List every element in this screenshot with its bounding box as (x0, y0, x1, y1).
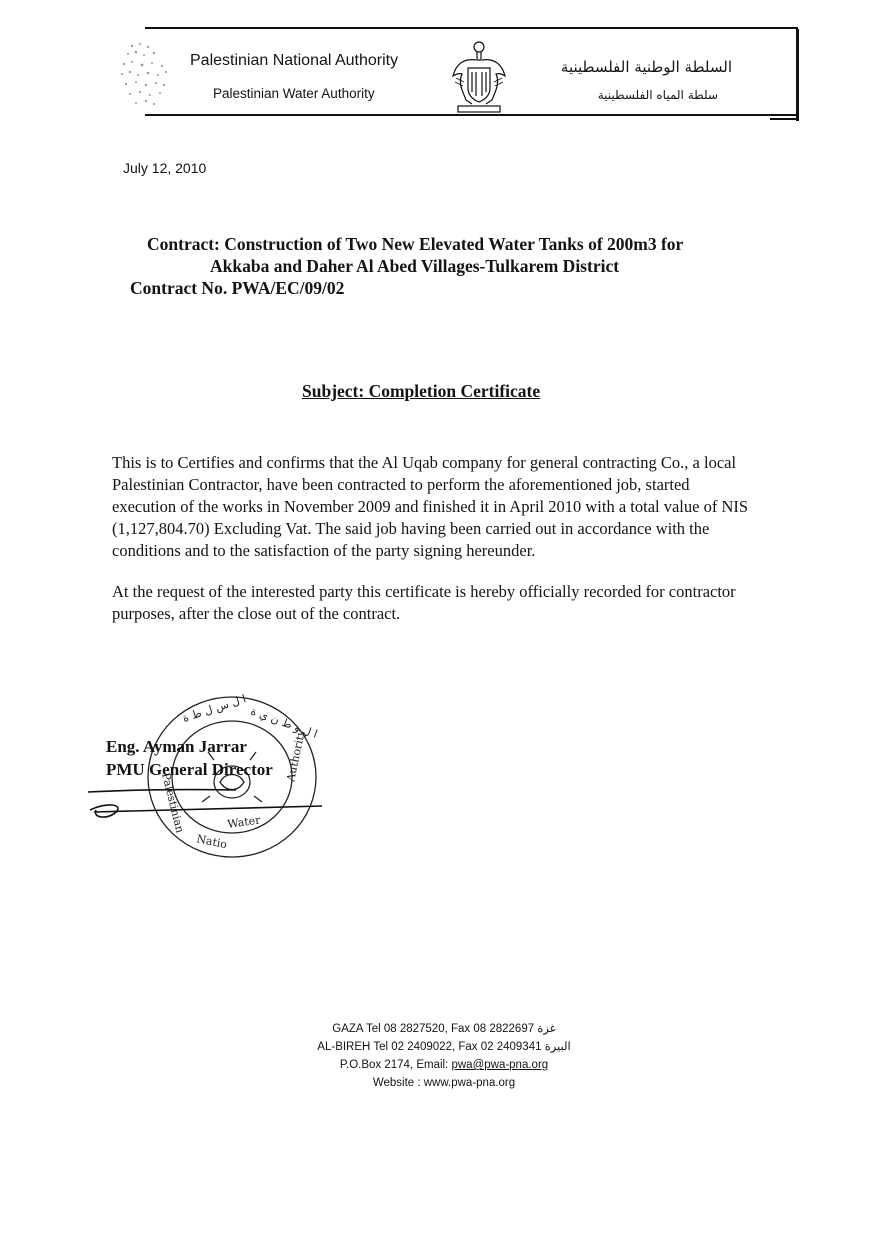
eagle-emblem-icon (450, 38, 508, 114)
footer-pobox-line (284, 1056, 604, 1074)
svg-text:Authority: Authority (284, 728, 308, 783)
svg-text:Natio: Natio (195, 832, 229, 852)
footer-gaza-contact: GAZA Tel 08 2827520, Fax 08 2822697 غزة (332, 1023, 556, 1035)
header-right-rule (796, 29, 799, 121)
letter-date: July 12, 2010 (123, 160, 207, 176)
header-top-rule (145, 27, 798, 29)
svg-text:ا ل س ل ط ة: ا ل س ل ط ة (180, 692, 248, 725)
signatory-title: PMU General Director (106, 760, 273, 779)
body-paragraph-2: At the request of the interested party this certificate is hereby officially recorded for contractor purposes, after the close out of the contract. (112, 582, 736, 623)
body-paragraph-1: This is to Certifies and confirms that the Al Uqab company for general contracting Co., a local Palestinian Contractor, have been contracted to perform the aforementioned job, started execution of the works in November 2009 and finished it in April 2010 with a total value of NIS (1,127,804.70) Excluding Vat. The said job having been carried out in accordance with the conditions and to the satisfaction of the party signing hereunder. (112, 453, 749, 560)
handwritten-signature-icon (86, 780, 326, 830)
contract-line-1: Contract: Construction of Two New Elevated Water Tanks of 200m3 for (147, 234, 684, 254)
contract-line-2: Akkaba and Daher Al Abed Villages-Tulkarem District (210, 256, 620, 276)
svg-text:Water: Water (226, 813, 262, 831)
contract-heading (130, 233, 770, 299)
footer-email-link[interactable]: pwa@pwa-pna.org (451, 1059, 549, 1071)
pwa-logo-icon (118, 38, 172, 110)
svg-text:ا ل و ط ن ي ة: ا ل و ط ن ي ة (248, 704, 320, 741)
header-corner-rule (770, 118, 798, 120)
footer-website[interactable]: Website : www.pwa-pna.org (372, 1077, 516, 1089)
footer-pobox: P.O.Box 2174, Email: (339, 1059, 452, 1071)
svg-text:Palestinian: Palestinian (159, 771, 187, 835)
letter-footer (284, 1020, 604, 1092)
header-bottom-rule (145, 114, 798, 116)
signatory-name: Eng. Ayman Jarrar (106, 737, 247, 756)
certificate-body (112, 452, 752, 644)
dept-name-arabic: سلطة المياه الفلسطينية (597, 88, 718, 102)
dept-name-english: Palestinian Water Authority (213, 86, 375, 101)
org-name-english: Palestinian National Authority (190, 52, 399, 69)
contract-number: Contract No. PWA/EC/09/02 (130, 278, 345, 298)
footer-albireh-contact: AL-BIREH Tel 02 2409022, Fax 02 2409341 البيرة (317, 1041, 571, 1053)
org-name-arabic: السلطة الوطنية الفلسطينية (560, 58, 732, 76)
subject-line: Subject: Completion Certificate (302, 381, 541, 401)
